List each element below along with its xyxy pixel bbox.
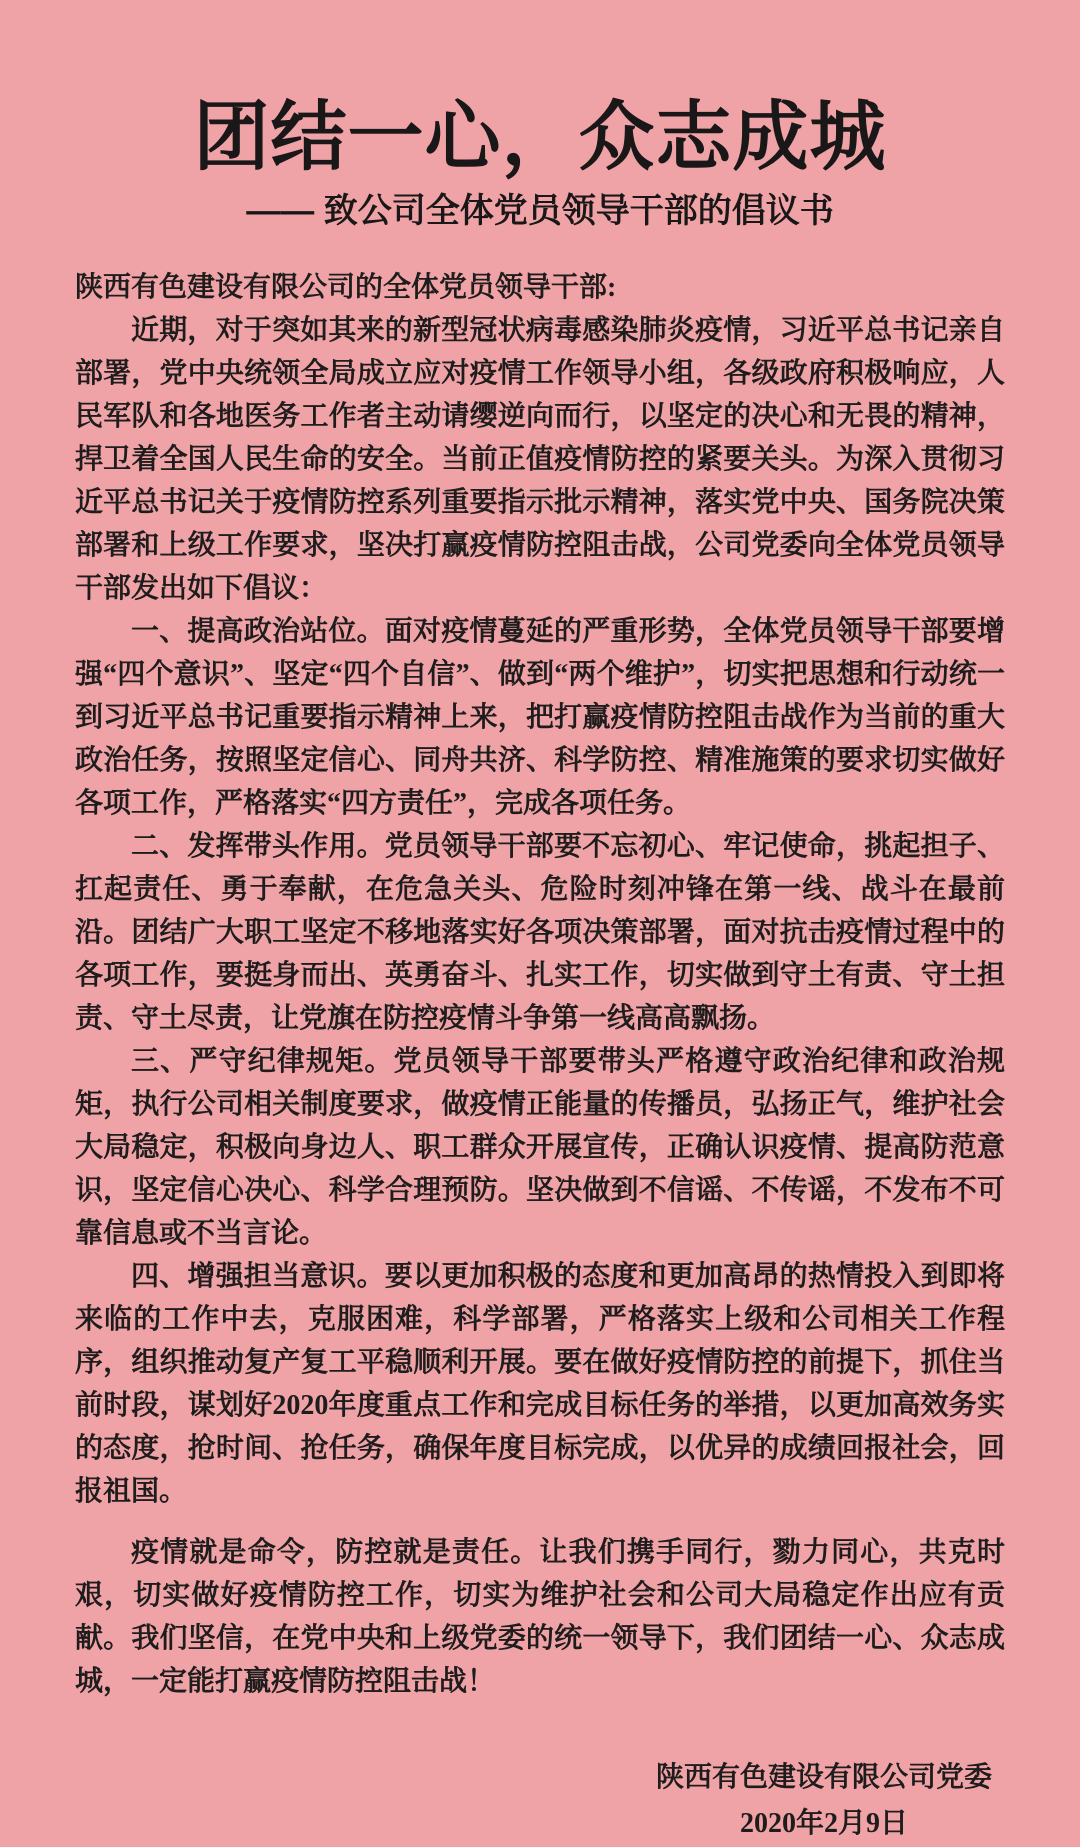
body-paragraph-point-3: 三、严守纪律规矩。党员领导干部要带头严格遵守政治纪律和政治规矩，执行公司相关制度要求，做疫情正能量的传播员，弘扬正气，维护社会大局稳定，积极向身边人、职工群众开展宣传，正确认识疫情、提高防范意识，坚定信心决心、科学合理预防。坚决做到不信谣、不传谣，不发布不可靠信息或不当言论。 [75,1046,1005,1249]
body-paragraph-point-4: 四、增强担当意识。要以更加积极的态度和更加高昂的热情投入到即将来临的工作中去，克服困难，科学部署，严格落实上级和公司相关工作程序，组织推动复产复工平稳顺利开展。要在做好疫情防控的前提下，抓住当前时段，谋划好2020年度重点工作和完成目标任务的举措，以更加高效务实的态度，抢时间、抢任务，确保年度目标完成，以优异的成绩回报社会，回报祖国。 [75,1261,1005,1507]
date-line: 2020年2月9日 [739,1808,908,1839]
document-title: 团结一心，众志成城 [193,95,887,180]
body-paragraph-intro: 近期，对于突如其来的新型冠状病毒感染肺炎疫情，习近平总书记亲自部署，党中央统领全局成立应对疫情工作领导小组，各级政府积极响应，人民军队和各地医务工作者主动请缨逆向而行，以坚定的决心和无畏的精神，捍卫着全国人民生命的安全。当前正值疫情防控的紧要关头。为深入贯彻习近平总书记关于疫情防控系列重要指示批示精神，落实党中央、国务院决策部署和上级工作要求，坚决打赢疫情防控阻击战，公司党委向全体党员领导干部发出如下倡议： [75,315,1005,604]
body-paragraph-point-1: 一、提高政治站位。面对疫情蔓延的严重形势，全体党员领导干部要增强“四个意识”、坚定“四个自信”、做到“两个维护”，切实把思想和行动统一到习近平总书记重要指示精神上来，把打赢疫情防控阻击战作为当前的重大政治任务，按照坚定信心、同舟共济、科学防控、精准施策的要求切实做好各项工作，严格落实“四方责任”，完成各项任务。 [75,616,1005,819]
signature-line: 陕西有色建设有限公司党委 [655,1762,992,1793]
body-paragraph-conclusion: 疫情就是命令，防控就是责任。让我们携手同行，勠力同心，共克时艰，切实做好疫情防控工作，切实为维护社会和公司大局稳定作出应有贡献。我们坚信，在党中央和上级党委的统一领导下，我们团结一心、众志成城，一定能打赢疫情防控阻击战！ [75,1537,1005,1697]
document-body [75,266,1005,1703]
body-paragraph-point-2: 二、发挥带头作用。党员领导干部要不忘初心、牢记使命，挑起担子、扛起责任、勇于奉献，在危急关头、危险时刻冲锋在第一线、战斗在最前沿。团结广大职工坚定不移地落实好各项决策部署，面对抗击疫情过程中的各项工作，要挺身而出、英勇奋斗、扎实工作，切实做到守土有责、守土担责、守土尽责，让党旗在防控疫情斗争第一线高高飘扬。 [75,831,1005,1034]
document-subtitle: —— 致公司全体党员领导干部的倡议书 [246,192,834,230]
closing-block [656,1755,992,1847]
salutation-line: 陕西有色建设有限公司的全体党员领导干部: [75,272,617,303]
